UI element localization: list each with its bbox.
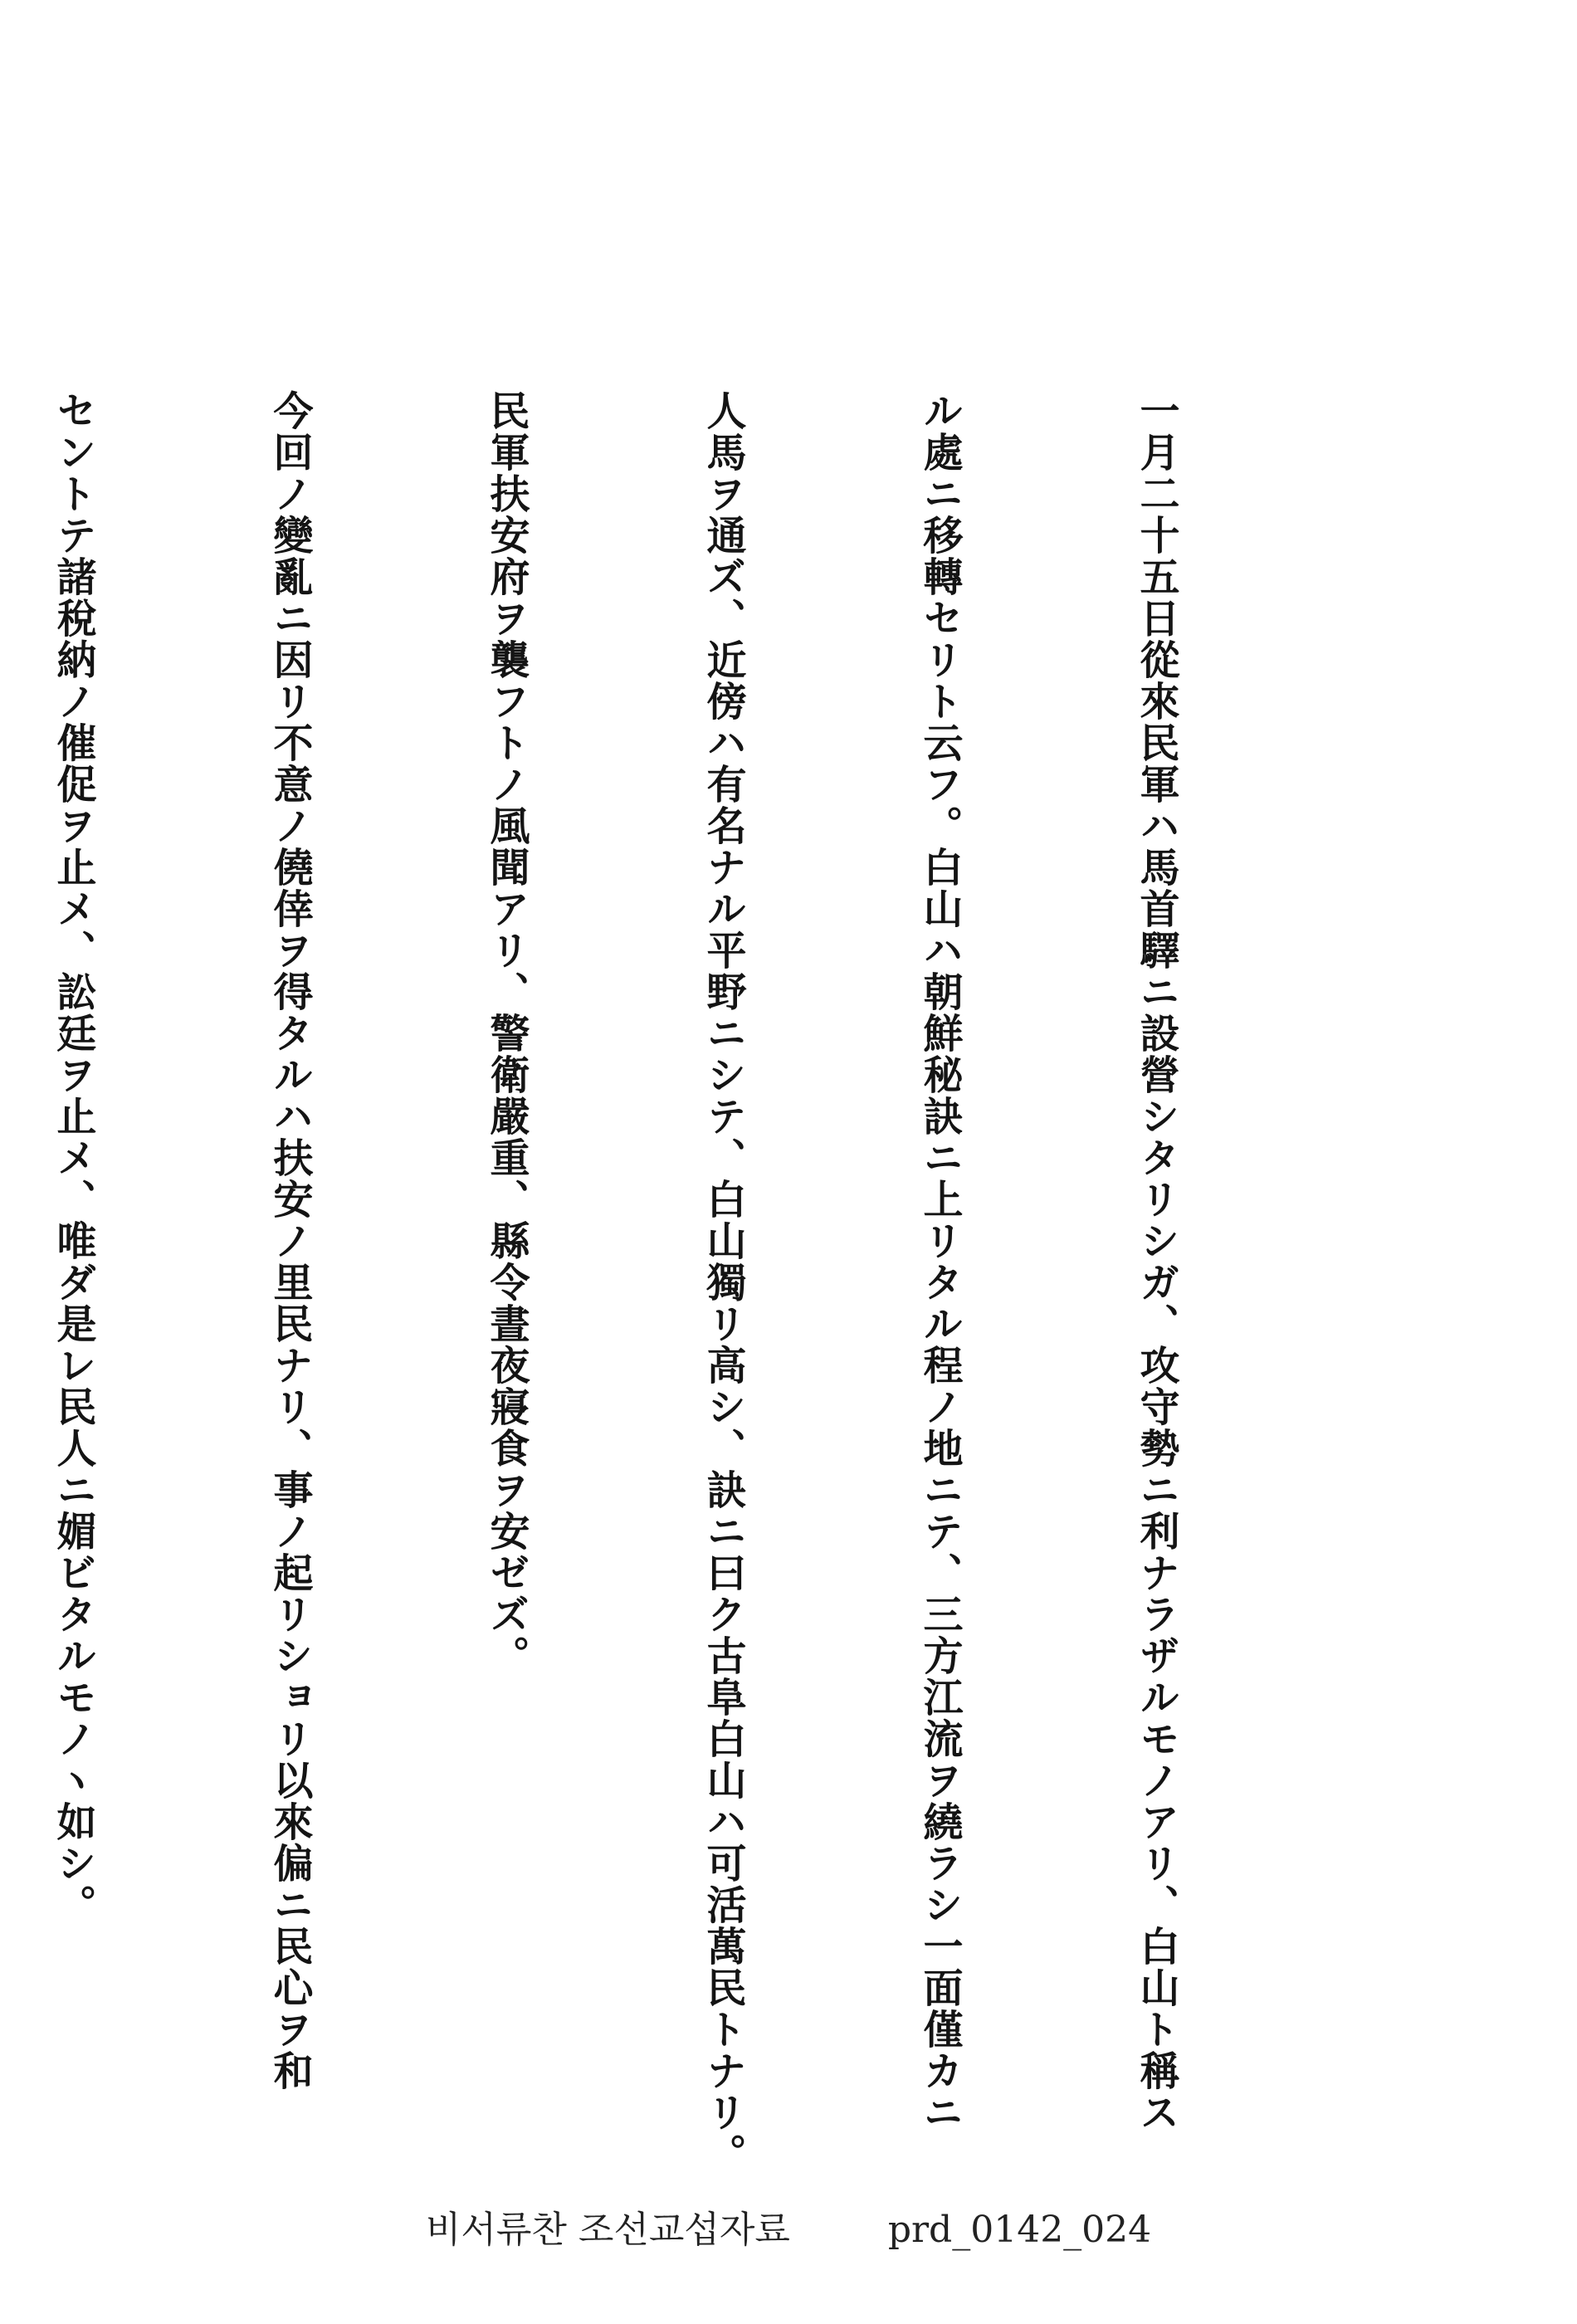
text-column-1: 一月二十五日從來民軍ハ馬首驛ニ設營シタリシガ、攻守勢ニ利ナラザルモノアリ、白山ト稱ス	[1133, 390, 1179, 2133]
vertical-text-body	[50, 390, 1336, 2175]
text-column-5: 今回ノ變亂ニ因リ不意ノ僥倖ヲ得タルハ扶安ノ里民ナリ、事ノ起リショリ以來偏ニ民心ヲ和	[266, 390, 313, 2092]
page-footer	[0, 2200, 1577, 2253]
page-code: prd_0142_024	[887, 2209, 1152, 2251]
collection-title: 비서류찬 조선교섭자료	[425, 2209, 790, 2251]
text-column-6: セントテ諸稅納ノ催促ヲ止メ、訟廷ヲ止メ、唯ダ是レ民人ニ媚ビタルモノヽ如シ。	[50, 390, 96, 1926]
text-column-4: 民軍扶安府ヲ襲フトノ風聞アリ、警衛嚴重、縣令晝夜寢食ヲ安ゼズ。	[483, 390, 530, 1677]
text-column-2: ル處ニ移轉セリト云フ。白山ハ朝鮮秘訣ニ上リタル程ノ地ニテ、三方江流ヲ繞ラシ一面僅カニ	[916, 390, 963, 2133]
text-column-3: 人馬ヲ通ズ、近傍ハ有名ナル平野ニシテ、白山獨リ高シ、訣ニ曰ク古阜白山ハ可活萬民トナリ。	[700, 390, 746, 2175]
